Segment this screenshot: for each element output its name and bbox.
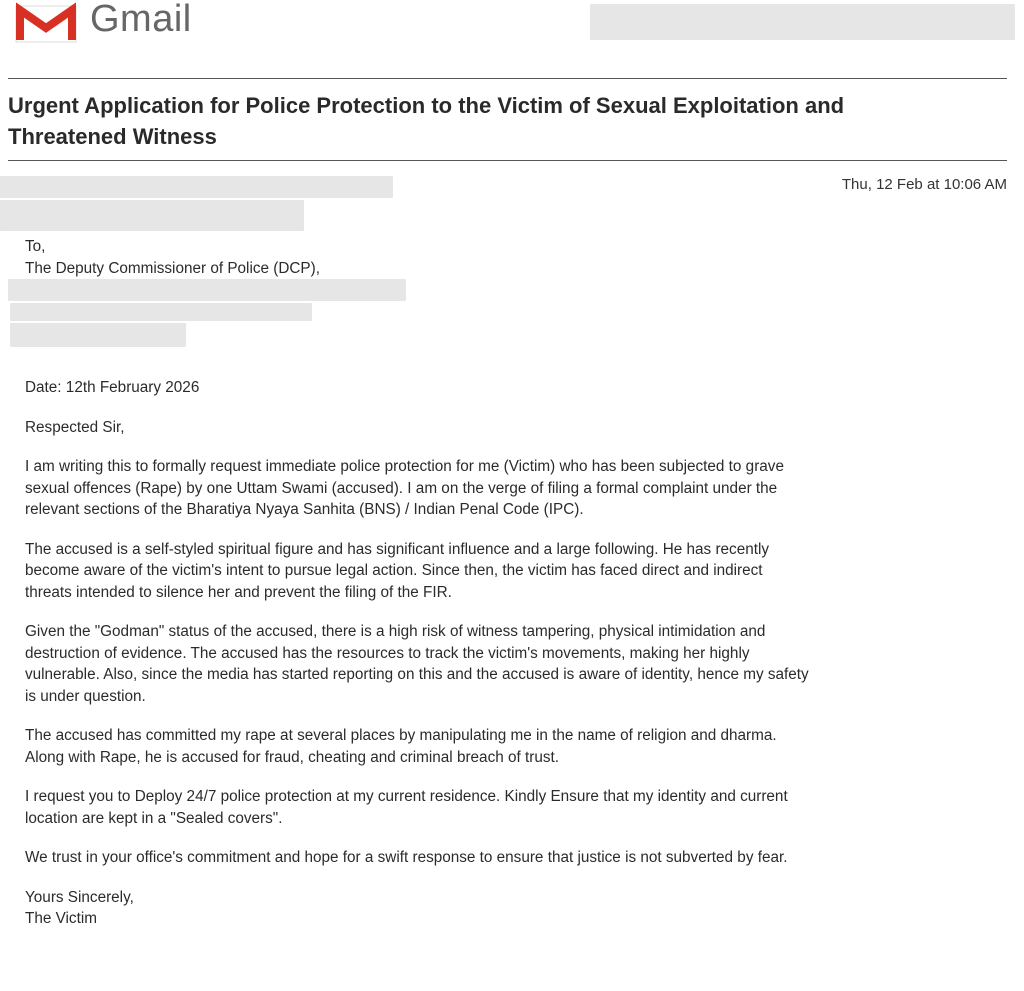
closing-line: Yours Sincerely, (25, 888, 134, 906)
gmail-header (0, 0, 1024, 60)
paragraph-line: We trust in your office's commitment and hope for a swift response to ensure that justice is not subverted by fear. (25, 849, 788, 866)
paragraph (25, 539, 995, 604)
closing-line: The Victim (25, 910, 97, 927)
paragraph-line: threats intended to silence her and prevent the filing of the FIR. (25, 583, 452, 601)
top-divider (8, 78, 1007, 79)
gmail-logo-icon (14, 2, 78, 44)
letter-date: Date: 12th February 2026 (25, 379, 200, 396)
paragraph (25, 456, 995, 521)
paragraph-line: I request you to Deploy 24/7 police protection at my current residence. Kindly Ensure that my identity and current (25, 788, 788, 805)
salutation-line: The Deputy Commissioner of Police (DCP), (25, 259, 320, 277)
subject-line: Urgent Application for Police Protection to the Victim of Sexual Exploitation and (8, 93, 845, 118)
brand-name: Gmail (90, 0, 192, 40)
paragraph-line: relevant sections of the Bharatiya Nyaya Sanhita (BNS) / Indian Penal Code (IPC). (25, 501, 584, 518)
subject-divider (8, 160, 1007, 161)
redacted-sender (0, 176, 393, 198)
paragraph-line: The accused has committed my rape at several places by manipulating me in the name of religion and dharma. (25, 727, 777, 744)
paragraph-line: is under question. (25, 687, 146, 705)
paragraph (25, 621, 995, 707)
paragraph-line: Given the "Godman" status of the accused, there is a high risk of witness tampering, physical intimidation and (25, 623, 766, 640)
paragraph (25, 725, 995, 768)
paragraph (25, 786, 995, 829)
email-subject (8, 90, 998, 152)
paragraph-line: The accused is a self-styled spiritual figure and has significant influence and a large following. He has recently (25, 540, 770, 558)
email-body (25, 236, 995, 930)
redacted-recipient (0, 200, 304, 231)
subject-line: Threatened Witness (8, 124, 217, 149)
paragraph-line: sexual offences (Rape) by one Uttam Swami (accused). I am on the verge of filing a formal complaint under the (25, 479, 778, 497)
paragraph (25, 847, 995, 869)
redacted-address-line (10, 323, 186, 347)
redacted-address-line (8, 279, 406, 301)
paragraph-line: vulnerable. Also, since the media has started reporting on this and the accused is aware of identity, hence my safety (25, 666, 809, 683)
redacted-address-area (25, 279, 995, 343)
paragraph-line: I am writing this to formally request immediate police protection for me (Victim) who has been subjected to grave (25, 458, 784, 475)
paragraph-line: become aware of the victim's intent to pursue legal action. Since then, the victim has faced direct and indirect (25, 562, 763, 579)
redacted-address-line (10, 303, 312, 321)
paragraph-line: destruction of evidence. The accused has the resources to track the victim's movements, making her highly (25, 644, 750, 662)
email-timestamp: Thu, 12 Feb at 10:06 AM (841, 176, 1007, 193)
paragraph-line: Along with Rape, he is accused for fraud, cheating and criminal breach of trust. (25, 748, 559, 766)
greeting: Respected Sir, (25, 418, 125, 436)
redacted-account-block (590, 4, 1015, 40)
paragraph-line: location are kept in a "Sealed covers". (25, 809, 283, 827)
salutation-line: To, (25, 238, 46, 255)
